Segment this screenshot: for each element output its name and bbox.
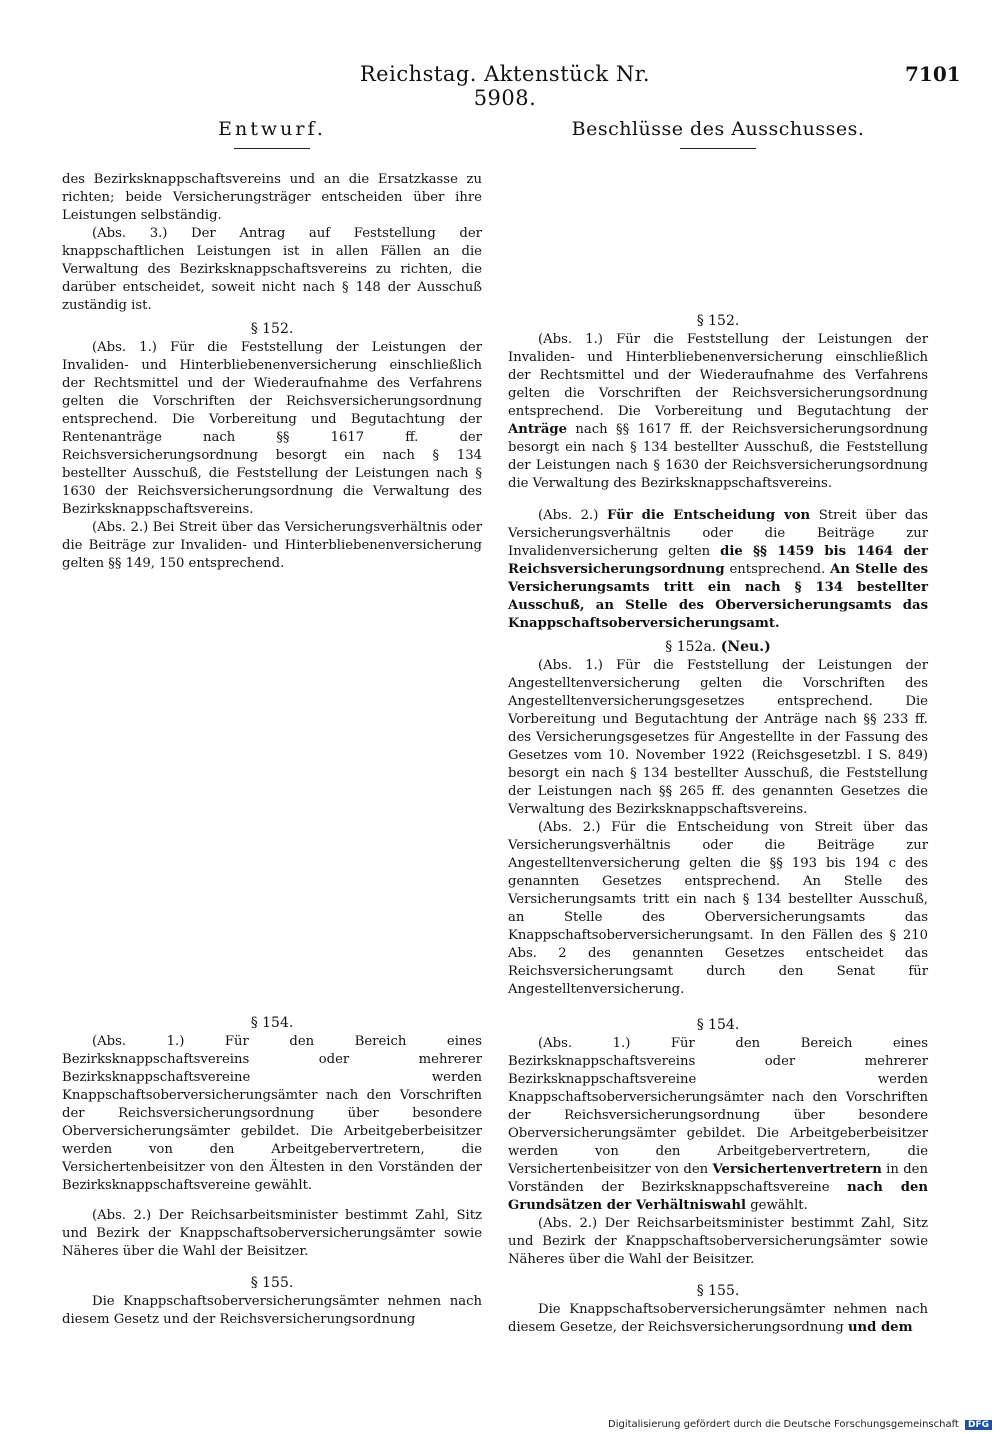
header-title: Reichstag. Aktenstück Nr. 5908. — [359, 62, 651, 110]
abs2-bold-part: An Stelle des Versicherungsamts tritt ein nach § 134 bestellter Ausschuß, an Stelle des Oberversicherungsamts das Knappschaftsoberversicherungsamt. — [508, 562, 928, 631]
title-rule — [680, 148, 756, 149]
section-152a-number: § 152a. — [665, 639, 717, 655]
section-155-text: Die Knappschaftsoberversicherungsämter nehmen nach diesem Gesetz und der Reichsversicherungsordnung — [62, 1294, 482, 1327]
section-152-heading: § 152. — [250, 321, 294, 337]
section-155-text — [508, 1301, 928, 1337]
abs1-text-part: gewählt. — [750, 1198, 808, 1213]
section-152-heading: § 152. — [696, 313, 740, 329]
column-gap — [62, 573, 482, 1013]
abs1-bold-antraege: Anträge — [508, 422, 568, 437]
right-column-beschluesse — [508, 118, 928, 1337]
abs1-text-part: nach §§ 1617 ff. der Reichsversicherungsordnung besorgt ein nach § 134 bestellter Ausschuß, die Feststellung der Leistungen nach § 1630 der Reichsversicherungsordnung die Verwaltung des Bezirksknappschaftsvereins. — [508, 422, 928, 491]
footer-text: Digitalisierung gefördert durch die Deutsche Forschungsgemeinschaft — [608, 1419, 959, 1430]
section-154-abs2: (Abs. 2.) Der Reichsarbeitsminister bestimmt Zahl, Sitz und Bezirk der Knappschaftsoberversicherungsämter sowie Näheres über die Wahl der Beisitzer. — [508, 1216, 928, 1267]
digitization-footer — [608, 1419, 992, 1430]
section-154-abs1 — [508, 1035, 928, 1215]
abs2-bold-part: Für die Entscheidung von — [607, 508, 811, 523]
abs2-text-part: entsprechend. — [729, 562, 826, 577]
column-gap — [508, 999, 928, 1015]
section-155-text-part: Die Knappschaftsoberversicherungsämter nehmen nach diesem Gesetze, der Reichsversicherungsordnung — [508, 1302, 928, 1335]
abs2-bold-part: die §§ 1459 bis 1464 der Reichsversicherungsordnung — [508, 544, 928, 577]
section-154-heading: § 154. — [250, 1015, 294, 1031]
section-155-heading: § 155. — [696, 1283, 740, 1299]
section-152-abs1: (Abs. 1.) Für die Feststellung der Leistungen der Invaliden- und Hinterbliebenenversicherung einschließlich der Rechtsmittel und der Wiederaufnahme des Verfahrens gelten die Vorschriften der Reichsversicherungsordnung entsprechend. Die Vorbereitung und Begutachtung der Rentenanträge nach §§ 1617 ff. der Reichsversicherungsordnung besorgt ein nach § 134 bestellter Ausschuß, die Feststellung der Leistungen nach § 1630 der Reichsversicherungsordnung die Verwaltung des Bezirksknappschaftsvereins. — [62, 340, 482, 517]
page-number: 7101 — [905, 62, 961, 86]
abs2-label: (Abs. 2.) — [538, 508, 599, 523]
abs1-bold-part: nach den Grundsätzen der Verhältniswahl — [508, 1180, 928, 1213]
section-155-bold-part: und dem — [847, 1320, 913, 1335]
section-154-heading: § 154. — [696, 1017, 740, 1033]
section-152-abs1 — [508, 331, 928, 493]
section-154-abs2: (Abs. 2.) Der Reichsarbeitsminister bestimmt Zahl, Sitz und Bezirk der Knappschaftsoberversicherungsämter sowie Näheres über die Wahl der Beisitzer. — [62, 1208, 482, 1259]
section-154-abs1: (Abs. 1.) Für den Bereich eines Bezirksknappschaftsvereins oder mehrerer Bezirksknappschaftsvereine werden Knappschaftsoberversicherungsämter nach den Vorschriften der Reichsversicherungsordnung über besondere Oberversicherungsämter gebildet. Die Arbeitgeberbeisitzer werden von den Arbeitgebervertretern, die Versichertenbeisitzer von den Ältesten in den Vorständen der Bezirksknappschaftsvereine gewählt. — [62, 1034, 482, 1193]
abs2-text-part: Streit über das Versicherungsverhältnis oder die Beiträge zur Invalidenversicherung gelten — [508, 508, 928, 559]
page-header — [0, 62, 1000, 110]
abs1-bold-part: Versichertenvertretern — [712, 1162, 882, 1177]
abs3-paragraph: (Abs. 3.) Der Antrag auf Feststellung der knappschaftlichen Leistungen ist in allen Fällen an die Verwaltung des Bezirksknappschaftsvereins zu richten, die darüber entscheidet, soweit nicht nach § 148 der Ausschuß zuständig ist. — [62, 226, 482, 313]
section-152-abs2 — [508, 507, 928, 633]
section-152a-new-label: (Neu.) — [720, 639, 771, 655]
abs1-text-part: (Abs. 1.) Für die Feststellung der Leistungen der Invaliden- und Hinterbliebenenversicherung einschließlich der Rechtsmittel und der Wiederaufnahme des Verfahrens gelten die Vorschriften der Reichsversicherungsordnung entsprechend. Die Vorbereitung und Begutachtung der — [508, 332, 928, 419]
section-152a-abs1: (Abs. 1.) Für die Feststellung der Leistungen der Angestelltenversicherung gelten die Vorschriften des Angestelltenversicherungsgesetzes entsprechend. Die Vorbereitung und Begutachtung der Anträge nach §§ 233 ff. des Versicherungsgesetzes für Angestellte in der Fassung des Gesetzes vom 10. November 1922 (Reichsgesetzbl. I S. 849) besorgt ein nach § 134 bestellter Ausschuß, die Feststellung der Leistungen nach §§ 265 ff. des genannten Gesetzes die Verwaltung des Bezirksknappschaftsvereins. — [508, 658, 928, 817]
section-152a-abs2: (Abs. 2.) Für die Entscheidung von Streit über das Versicherungsverhältnis oder die Beiträge zur Angestelltenversicherung gelten die §§ 193 bis 194 c des genannten Gesetzes entsprechend. An Stelle des Versicherungsamts tritt ein nach § 134 bestellter Ausschuß, an Stelle des Oberversicherungsamts das Knappschaftsoberversicherungsamt. In den Fällen des § 210 Abs. 2 des genannten Gesetzes entscheidet das Reichsversicherungsamt durch den Senat für Angestelltenversicherung. — [508, 820, 928, 997]
dfg-logo: DFG — [965, 1420, 992, 1430]
left-column-title: Entwurf. — [218, 118, 326, 140]
abs1-text-part: (Abs. 1.) Für den Bereich eines Bezirksknappschaftsvereins oder mehrerer Bezirksknappschaftsvereine werden Knappschaftsoberversicherungsämter nach den Vorschriften der Reichsversicherungsordnung über besondere Oberversicherungsämter gebildet. Die Arbeitgeberbeisitzer werden von den Arbeitgebervertretern, die Versichertenbeisitzer von den — [508, 1036, 928, 1177]
abs1-text-part: in den Vorständen der Bezirksknappschaftsvereine — [508, 1162, 928, 1195]
left-column-entwurf — [62, 118, 482, 1329]
right-column-title: Beschlüsse des Ausschusses. — [571, 118, 865, 140]
column-gap — [508, 171, 928, 311]
section-152a-heading — [508, 637, 928, 657]
continued-paragraph: des Bezirksknappschaftsvereins und an die Ersatzkasse zu richten; beide Versicherungsträger entscheiden über ihre Leistungen selbständig. — [62, 172, 482, 223]
section-155-heading: § 155. — [250, 1275, 294, 1291]
section-152-abs2: (Abs. 2.) Bei Streit über das Versicherungsverhältnis oder die Beiträge zur Invaliden- und Hinterbliebenenversicherung gelten §§ 149, 150 entsprechend. — [62, 520, 482, 571]
title-rule — [234, 148, 310, 149]
